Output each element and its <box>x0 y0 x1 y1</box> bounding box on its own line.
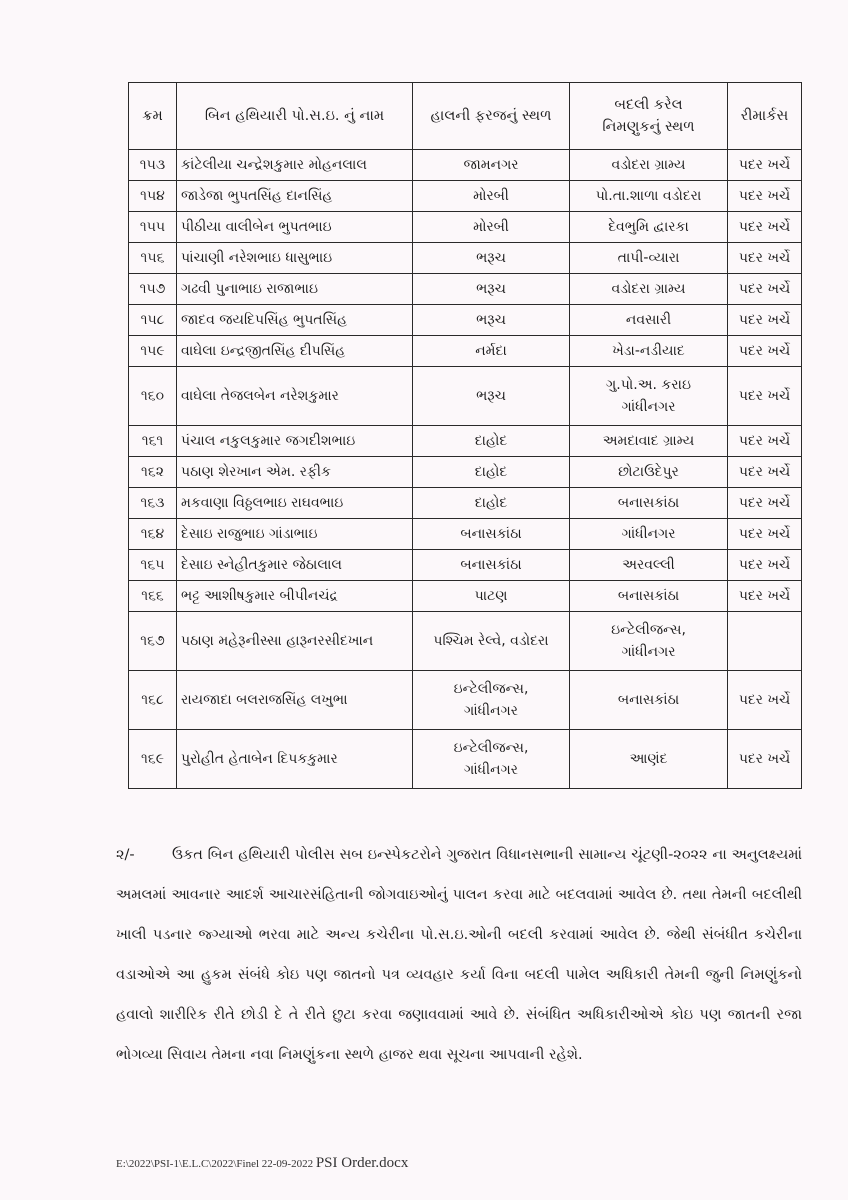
new-posting-cell <box>570 581 728 612</box>
paragraph-text: ઉકત બિન હથિયારી પોલીસ સબ ઇન્સ્પેકટરોને ગુજરાત વિધાનસભાની સામાન્ય ચૂંટણી-૨૦૨૨ ના અનુલક્ષ્યમાં અમલમાં આવનાર આદર્શ આચારસંહિતાની જોગવાઇઓનું પાલન કરવા માટે બદલવામાં આવેલ છે. તથા તેમની બદલીથી ખાલી પડનાર જ્ગ્યાઓ ભરવા માટે અન્ય કચેરીના પો.સ.ઇ.ઓની બદલી કરવામાં આવેલ છે. જેથી સંબંધીત કચેરીના વડાઓએ આ હુકમ સંબંધે કોઇ પણ જાતનો પત્ર વ્યવહાર કર્યા વિના બદલી પામેલ અધિકારી તેમની જુની નિમણુંકનો હવાલો શારીરિક રીતે છોડી દે તે રીતે છુટા કરવા જણાવવામાં આવે છે. સંબંધિત અધિકારીઓએ કોઇ પણ જાતની રજા ભોગવ્યા સિવાય તેમના નવા નિમણુંકના સ્થળે હાજર થવા સૂચના આપવાની રહેશે. <box>116 846 802 1063</box>
serial-no-cell: ૧૬૯ <box>129 730 177 789</box>
serial-no-cell: ૧૬૧ <box>129 426 177 457</box>
officer-name-cell: ગઢવી પુનાભાઇ રાજાભાઇ <box>177 274 413 305</box>
serial-no-cell: ૧૬૨ <box>129 457 177 488</box>
new-posting-line: વડોદરા ગ્રામ્ય <box>611 281 686 297</box>
officer-name-cell: પઠાણ મહેરૂનીસ્સા હારૂનરસીદખાન <box>177 612 413 671</box>
table-row <box>129 367 802 426</box>
new-posting-line: અમદાવાદ ગ્રામ્ય <box>602 433 695 449</box>
new-posting-line: ગુ.પો.અ. કરાઇ <box>606 377 691 393</box>
serial-no-cell: ૧૬૩ <box>129 488 177 519</box>
officer-name-cell: જાદવ જયદિપસિંહ ભુપતસિંહ <box>177 305 413 336</box>
current-posting-line: ગાંધીનગર <box>464 703 518 719</box>
remarks-cell: પદર ખર્ચે <box>728 274 802 305</box>
header-remarks: રીમાર્કસ <box>728 83 802 150</box>
officer-name-cell: પાંચાણી નરેશભાઇ ધાસુભાઇ <box>177 243 413 274</box>
header-new-posting-line2: નિમણુકનું સ્થળ <box>602 119 695 135</box>
new-posting-cell <box>570 150 728 181</box>
serial-no-cell: ૧૬૭ <box>129 612 177 671</box>
file-path-footer <box>116 1155 408 1172</box>
current-posting-line: ઇન્ટેલીજન્સ, <box>453 740 529 756</box>
serial-no-cell: ૧૫૬ <box>129 243 177 274</box>
serial-no-cell: ૧૬૪ <box>129 519 177 550</box>
current-posting-line: દાહોદ <box>474 495 508 511</box>
remarks-cell: પદર ખર્ચે <box>728 243 802 274</box>
serial-no-cell: ૧૫૯ <box>129 336 177 367</box>
table-header-row <box>129 83 802 150</box>
current-posting-cell <box>413 457 570 488</box>
current-posting-line: ભરૂચ <box>476 312 506 328</box>
current-posting-cell <box>413 671 570 730</box>
new-posting-cell <box>570 212 728 243</box>
current-posting-line: પાટણ <box>474 588 508 604</box>
table-row <box>129 457 802 488</box>
current-posting-line: મોરબી <box>473 219 509 235</box>
officer-name-cell: પીઠીયા વાલીબેન ભુપતભાઇ <box>177 212 413 243</box>
officer-name-cell: કાંટેલીયા ચન્દ્રેશકુમાર મોહનલાલ <box>177 150 413 181</box>
new-posting-cell <box>570 550 728 581</box>
remarks-cell: પદર ખર્ચે <box>728 488 802 519</box>
remarks-cell: પદર ખર્ચે <box>728 581 802 612</box>
current-posting-cell <box>413 488 570 519</box>
officer-name-cell: પુરોહીત હેતાબેન દિપકકુમાર <box>177 730 413 789</box>
remarks-cell: પદર ખર્ચે <box>728 671 802 730</box>
serial-no-cell: ૧૬૬ <box>129 581 177 612</box>
current-posting-cell <box>413 367 570 426</box>
new-posting-line: ખેડા-નડીયાદ <box>612 343 685 359</box>
table-row <box>129 581 802 612</box>
current-posting-cell <box>413 336 570 367</box>
current-posting-cell <box>413 550 570 581</box>
remarks-cell: પદર ખર્ચે <box>728 305 802 336</box>
table-row <box>129 305 802 336</box>
current-posting-cell <box>413 274 570 305</box>
table-row <box>129 336 802 367</box>
new-posting-line: તાપી-વ્યારા <box>617 250 680 266</box>
new-posting-line: બનાસકાંઠા <box>617 495 680 511</box>
new-posting-cell <box>570 671 728 730</box>
new-posting-line: ગાંધીનગર <box>621 399 676 415</box>
new-posting-cell <box>570 274 728 305</box>
table-row <box>129 612 802 671</box>
current-posting-cell <box>413 581 570 612</box>
header-new-posting <box>570 83 728 150</box>
table-row <box>129 426 802 457</box>
officer-name-cell: દેસાઇ સ્નેહીતકુમાર જેઠાલાલ <box>177 550 413 581</box>
officer-name-cell: જાડેજા ભુપતસિંહ દાનસિંહ <box>177 181 413 212</box>
new-posting-cell <box>570 457 728 488</box>
table-row <box>129 730 802 789</box>
current-posting-line: ભરૂચ <box>476 281 506 297</box>
new-posting-cell <box>570 612 728 671</box>
header-new-posting-line1: બદલી કરેલ <box>614 97 683 113</box>
serial-no-cell: ૧૫૭ <box>129 274 177 305</box>
new-posting-cell <box>570 367 728 426</box>
new-posting-line: છોટાઉદેપુર <box>618 464 679 480</box>
remarks-cell <box>728 612 802 671</box>
current-posting-cell <box>413 305 570 336</box>
new-posting-cell <box>570 730 728 789</box>
current-posting-cell <box>413 730 570 789</box>
footer-path: E:\2022\PSI-1\E.L.C\2022\Finel 22-09-2022 <box>116 1158 314 1170</box>
officer-name-cell: દેસાઇ રાજુભાઇ ગાંડાભાઇ <box>177 519 413 550</box>
current-posting-line: દાહોદ <box>474 464 508 480</box>
current-posting-cell <box>413 181 570 212</box>
new-posting-line: નવસારી <box>625 312 672 328</box>
officer-name-cell: મકવાણા વિઠ્ઠલભાઇ રાઘવભાઇ <box>177 488 413 519</box>
officer-name-cell: રાયજાદા બલરાજસિંહ લખુભા <box>177 671 413 730</box>
table-row <box>129 212 802 243</box>
table-row <box>129 671 802 730</box>
current-posting-line: બનાસકાંઠા <box>460 557 522 573</box>
remarks-cell: પદર ખર્ચે <box>728 212 802 243</box>
current-posting-line: બનાસકાંઠા <box>460 526 522 542</box>
table-row <box>129 243 802 274</box>
new-posting-line: પો.તા.શાળા વડોદરા <box>595 188 702 204</box>
new-posting-cell <box>570 519 728 550</box>
table-row <box>129 550 802 581</box>
new-posting-line: વડોદરા ગ્રામ્ય <box>611 157 686 173</box>
officer-name-cell: વાઘેલા તેજલબેન નરેશકુમાર <box>177 367 413 426</box>
table-row <box>129 181 802 212</box>
new-posting-cell <box>570 488 728 519</box>
new-posting-line: આણંદ <box>629 751 668 767</box>
officer-name-cell: વાઘેલા ઇન્દ્રજીતસિંહ દીપસિંહ <box>177 336 413 367</box>
remarks-cell: પદર ખર્ચે <box>728 730 802 789</box>
remarks-cell: પદર ખર્ચે <box>728 457 802 488</box>
paragraph-number: ૨/- <box>116 846 135 863</box>
new-posting-cell <box>570 305 728 336</box>
current-posting-cell <box>413 519 570 550</box>
current-posting-cell <box>413 150 570 181</box>
remarks-cell: પદર ખર્ચે <box>728 336 802 367</box>
officer-name-cell: પઠાણ શેરખાન એમ. રફીક <box>177 457 413 488</box>
new-posting-line: ગાંધીનગર <box>621 644 676 660</box>
serial-no-cell: ૧૫૪ <box>129 181 177 212</box>
serial-no-cell: ૧૫૮ <box>129 305 177 336</box>
current-posting-line: દાહોદ <box>474 433 508 449</box>
remarks-cell: પદર ખર્ચે <box>728 150 802 181</box>
current-posting-line: ભરૂચ <box>476 388 506 404</box>
new-posting-line: બનાસકાંઠા <box>617 588 680 604</box>
officer-name-cell: ભટ્ટ આશીષકુમાર બીપીનચંદ્ર <box>177 581 413 612</box>
new-posting-line: ગાંધીનગર <box>621 526 676 542</box>
current-posting-line: ગાંધીનગર <box>464 762 518 778</box>
current-posting-line: પશ્ચિમ રેલ્વે, વડોદરા <box>433 633 549 649</box>
table-row <box>129 150 802 181</box>
table-row <box>129 488 802 519</box>
remarks-cell: પદર ખર્ચે <box>728 550 802 581</box>
new-posting-cell <box>570 336 728 367</box>
new-posting-line: દેવભુમિ દ્વારકા <box>608 219 689 235</box>
current-posting-line: ઇન્ટેલીજન્સ, <box>453 681 529 697</box>
instruction-paragraph <box>116 835 802 1075</box>
new-posting-line: ઇન્ટેલીજન્સ, <box>611 622 686 638</box>
serial-no-cell: ૧૬૦ <box>129 367 177 426</box>
serial-no-cell: ૧૬૮ <box>129 671 177 730</box>
current-posting-line: જામનગર <box>463 157 519 173</box>
current-posting-cell <box>413 426 570 457</box>
remarks-cell: પદર ખર્ચે <box>728 181 802 212</box>
current-posting-line: ભરૂચ <box>476 250 506 266</box>
transfer-order-table <box>128 82 802 789</box>
footer-filename: PSI Order.docx <box>315 1155 409 1171</box>
new-posting-line: બનાસકાંઠા <box>617 692 680 708</box>
header-current-posting: હાલની ફરજનું સ્થળ <box>413 83 570 150</box>
officer-name-cell: પંચાલ નકુલકુમાર જગદીશભાઇ <box>177 426 413 457</box>
remarks-cell: પદર ખર્ચે <box>728 367 802 426</box>
current-posting-line: મોરબી <box>473 188 509 204</box>
table-row <box>129 274 802 305</box>
header-serial-no: ક્રમ <box>129 83 177 150</box>
new-posting-cell <box>570 426 728 457</box>
remarks-cell: પદર ખર્ચે <box>728 519 802 550</box>
header-officer-name: બિન હથિયારી પો.સ.ઇ. નું નામ <box>177 83 413 150</box>
serial-no-cell: ૧૫૩ <box>129 150 177 181</box>
serial-no-cell: ૧૬૫ <box>129 550 177 581</box>
new-posting-line: અરવલ્લી <box>622 557 675 573</box>
new-posting-cell <box>570 243 728 274</box>
current-posting-cell <box>413 243 570 274</box>
current-posting-line: નર્મદા <box>475 343 507 359</box>
table-body <box>129 150 802 789</box>
serial-no-cell: ૧૫૫ <box>129 212 177 243</box>
remarks-cell: પદર ખર્ચે <box>728 426 802 457</box>
current-posting-cell <box>413 612 570 671</box>
new-posting-cell <box>570 181 728 212</box>
current-posting-cell <box>413 212 570 243</box>
table-row <box>129 519 802 550</box>
